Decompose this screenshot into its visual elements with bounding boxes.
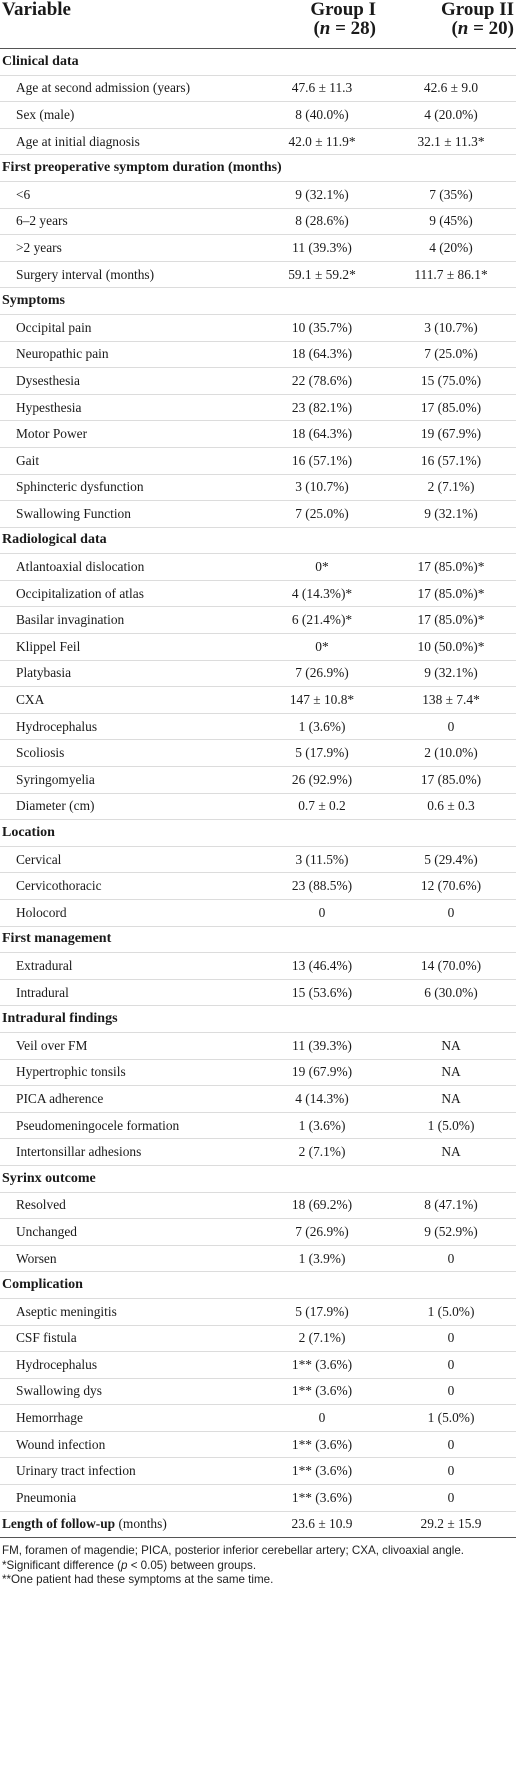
table-row bbox=[0, 447, 516, 474]
group-1-value: 1** (3.6%) bbox=[258, 1485, 386, 1512]
group-2-value: 0 bbox=[386, 1458, 516, 1485]
table-row bbox=[0, 1458, 516, 1485]
row-label: Urinary tract infection bbox=[0, 1458, 258, 1485]
group-1-value: 11 (39.3%) bbox=[258, 235, 386, 262]
row-label: Basilar invagination bbox=[0, 607, 258, 634]
section-title: Syrinx outcome bbox=[0, 1165, 516, 1192]
table-row bbox=[0, 208, 516, 235]
row-label: Hemorrhage bbox=[0, 1405, 258, 1432]
group-1-value: 1** (3.6%) bbox=[258, 1378, 386, 1405]
group-1-value: 0 bbox=[258, 900, 386, 927]
table-row bbox=[0, 261, 516, 288]
group-1-value: 9 (32.1%) bbox=[258, 181, 386, 208]
group-1-value: 8 (28.6%) bbox=[258, 208, 386, 235]
table-row bbox=[0, 607, 516, 634]
section-header-row bbox=[0, 820, 516, 847]
table-row bbox=[0, 1325, 516, 1352]
table-row bbox=[0, 979, 516, 1006]
section-header-row bbox=[0, 527, 516, 554]
table-row bbox=[0, 341, 516, 368]
table-row bbox=[0, 102, 516, 129]
group-1-value: 4 (14.3%) bbox=[258, 1086, 386, 1113]
group-1-value: 0.7 ± 0.2 bbox=[258, 793, 386, 820]
group-1-value: 1** (3.6%) bbox=[258, 1352, 386, 1379]
group-1-value: 16 (57.1%) bbox=[258, 447, 386, 474]
table-row bbox=[0, 1298, 516, 1325]
group-2-value: 14 (70.0%) bbox=[386, 953, 516, 980]
group-2-value: 8 (47.1%) bbox=[386, 1192, 516, 1219]
table-row bbox=[0, 1086, 516, 1113]
row-label: Pseudomeningocele formation bbox=[0, 1112, 258, 1139]
group-1-value: 7 (25.0%) bbox=[258, 501, 386, 528]
section-title: Complication bbox=[0, 1272, 516, 1299]
table-row bbox=[0, 474, 516, 501]
group-2-value: 17 (85.0%)* bbox=[386, 554, 516, 581]
group-2-value: 0 bbox=[386, 1352, 516, 1379]
table-row bbox=[0, 1059, 516, 1086]
group-2-value: NA bbox=[386, 1086, 516, 1113]
group-2-value: NA bbox=[386, 1032, 516, 1059]
section-title: Location bbox=[0, 820, 516, 847]
row-label: CSF fistula bbox=[0, 1325, 258, 1352]
row-label: Klippel Feil bbox=[0, 634, 258, 661]
follow-up-row bbox=[0, 1511, 516, 1538]
section-title: Clinical data bbox=[0, 49, 516, 76]
table-row bbox=[0, 368, 516, 395]
group-1-value: 19 (67.9%) bbox=[258, 1059, 386, 1086]
group-2-value: 0 bbox=[386, 1325, 516, 1352]
group-1-value: 26 (92.9%) bbox=[258, 767, 386, 794]
group-1-value: 23 (88.5%) bbox=[258, 873, 386, 900]
group-1-value: 7 (26.9%) bbox=[258, 660, 386, 687]
follow-up-label bbox=[0, 1511, 258, 1538]
row-label: Hydrocephalus bbox=[0, 1352, 258, 1379]
group-1-value: 4 (14.3%)* bbox=[258, 580, 386, 607]
row-label: Syringomyelia bbox=[0, 767, 258, 794]
group-2-value: 5 (29.4%) bbox=[386, 846, 516, 873]
row-label: Veil over FM bbox=[0, 1032, 258, 1059]
row-label: Sex (male) bbox=[0, 102, 258, 129]
group-2-value: 4 (20%) bbox=[386, 235, 516, 262]
row-label: Hydrocephalus bbox=[0, 713, 258, 740]
section-header-row bbox=[0, 1006, 516, 1033]
table-row bbox=[0, 846, 516, 873]
row-label: CXA bbox=[0, 687, 258, 714]
row-label: PICA adherence bbox=[0, 1086, 258, 1113]
table-row bbox=[0, 1485, 516, 1512]
group-2-value: 0 bbox=[386, 1431, 516, 1458]
group-2-value: 1 (5.0%) bbox=[386, 1298, 516, 1325]
row-label: <6 bbox=[0, 181, 258, 208]
group-2-value: 0 bbox=[386, 900, 516, 927]
row-label: Worsen bbox=[0, 1245, 258, 1272]
section-title: Radiological data bbox=[0, 527, 516, 554]
table-row bbox=[0, 1431, 516, 1458]
row-label: Surgery interval (months) bbox=[0, 261, 258, 288]
group-1-value: 59.1 ± 59.2* bbox=[258, 261, 386, 288]
group-2-value: 0 bbox=[386, 1378, 516, 1405]
follow-up-label-bold: Length of follow-up bbox=[2, 1516, 116, 1532]
group-1-value: 18 (69.2%) bbox=[258, 1192, 386, 1219]
section-title: Intradural findings bbox=[0, 1006, 516, 1033]
table-row bbox=[0, 235, 516, 262]
section-title: First management bbox=[0, 926, 516, 953]
group-1-value: 1** (3.6%) bbox=[258, 1431, 386, 1458]
row-label: Neuropathic pain bbox=[0, 341, 258, 368]
group-2-value: 3 (10.7%) bbox=[386, 314, 516, 341]
table-row bbox=[0, 900, 516, 927]
group-2-value: 1 (5.0%) bbox=[386, 1405, 516, 1432]
row-label: Hypesthesia bbox=[0, 394, 258, 421]
row-label: Holocord bbox=[0, 900, 258, 927]
table-header bbox=[0, 0, 516, 49]
group-2-value: 19 (67.9%) bbox=[386, 421, 516, 448]
group-1-value: 3 (11.5%) bbox=[258, 846, 386, 873]
footnote-same-patient: **One patient had these symptoms at the same time. bbox=[2, 1573, 274, 1587]
group-2-value: 0 bbox=[386, 713, 516, 740]
group-1-value: 1 (3.9%) bbox=[258, 1245, 386, 1272]
group-2-value: 7 (35%) bbox=[386, 181, 516, 208]
table-row bbox=[0, 1245, 516, 1272]
row-label: Wound infection bbox=[0, 1431, 258, 1458]
row-label: Swallowing Function bbox=[0, 501, 258, 528]
group-2-value: 138 ± 7.4* bbox=[386, 687, 516, 714]
group-2-value: 17 (85.0%)* bbox=[386, 580, 516, 607]
group-2-value: 17 (85.0%) bbox=[386, 767, 516, 794]
group-1-value: 15 (53.6%) bbox=[258, 979, 386, 1006]
follow-up-group-2: 29.2 ± 15.9 bbox=[386, 1511, 516, 1538]
table-row bbox=[0, 1139, 516, 1166]
group-2-value: 9 (32.1%) bbox=[386, 501, 516, 528]
table-row bbox=[0, 580, 516, 607]
table-row bbox=[0, 687, 516, 714]
group-1-value: 0 bbox=[258, 1405, 386, 1432]
row-label: Unchanged bbox=[0, 1219, 258, 1246]
row-label: Diameter (cm) bbox=[0, 793, 258, 820]
table-row bbox=[0, 394, 516, 421]
footnote-abbreviations: FM, foramen of magendie; PICA, posterior inferior cerebellar artery; CXA, clivoaxial angle. bbox=[2, 1544, 465, 1558]
group-2-value: 17 (85.0%) bbox=[386, 394, 516, 421]
table-row bbox=[0, 1219, 516, 1246]
section-header-row bbox=[0, 155, 516, 182]
footnote-significance: *Significant difference (p < 0.05) between groups. bbox=[2, 1558, 257, 1572]
group-2-value: 16 (57.1%) bbox=[386, 447, 516, 474]
group-2-value: 10 (50.0%)* bbox=[386, 634, 516, 661]
row-label: Extradural bbox=[0, 953, 258, 980]
follow-up-label-unit: (months) bbox=[115, 1516, 167, 1532]
row-label: Platybasia bbox=[0, 660, 258, 687]
section-header-row bbox=[0, 1272, 516, 1299]
table-row bbox=[0, 660, 516, 687]
row-label: Sphincteric dysfunction bbox=[0, 474, 258, 501]
group-1-value: 0* bbox=[258, 554, 386, 581]
header-group-2-n: (n = 20) bbox=[451, 18, 514, 39]
group-2-value: 0 bbox=[386, 1245, 516, 1272]
group-1-value: 23 (82.1%) bbox=[258, 394, 386, 421]
group-1-value: 7 (26.9%) bbox=[258, 1219, 386, 1246]
group-1-value: 5 (17.9%) bbox=[258, 1298, 386, 1325]
header-group-1-n: (n = 28) bbox=[313, 18, 376, 39]
group-1-value: 22 (78.6%) bbox=[258, 368, 386, 395]
group-1-value: 11 (39.3%) bbox=[258, 1032, 386, 1059]
group-2-value: 1 (5.0%) bbox=[386, 1112, 516, 1139]
table-row bbox=[0, 1032, 516, 1059]
header-group-2 bbox=[386, 0, 516, 49]
table-row bbox=[0, 75, 516, 102]
row-label: Age at initial diagnosis bbox=[0, 128, 258, 155]
follow-up-group-1: 23.6 ± 10.9 bbox=[258, 1511, 386, 1538]
row-label: Hypertrophic tonsils bbox=[0, 1059, 258, 1086]
row-label: Motor Power bbox=[0, 421, 258, 448]
row-label: Aseptic meningitis bbox=[0, 1298, 258, 1325]
row-label: Resolved bbox=[0, 1192, 258, 1219]
row-label: Atlantoaxial dislocation bbox=[0, 554, 258, 581]
group-2-value: 9 (32.1%) bbox=[386, 660, 516, 687]
table-row bbox=[0, 740, 516, 767]
table-row bbox=[0, 421, 516, 448]
header-group-1 bbox=[258, 0, 386, 49]
row-label: >2 years bbox=[0, 235, 258, 262]
row-label: 6–2 years bbox=[0, 208, 258, 235]
section-header-row bbox=[0, 926, 516, 953]
group-2-value: 9 (45%) bbox=[386, 208, 516, 235]
row-label: Dysesthesia bbox=[0, 368, 258, 395]
footnotes bbox=[0, 1538, 516, 1588]
group-1-value: 8 (40.0%) bbox=[258, 102, 386, 129]
table-row bbox=[0, 128, 516, 155]
group-1-value: 47.6 ± 11.3 bbox=[258, 75, 386, 102]
table-row bbox=[0, 181, 516, 208]
group-1-value: 0* bbox=[258, 634, 386, 661]
group-2-value: 4 (20.0%) bbox=[386, 102, 516, 129]
group-2-value: 6 (30.0%) bbox=[386, 979, 516, 1006]
table-row bbox=[0, 873, 516, 900]
table-row bbox=[0, 634, 516, 661]
group-1-value: 42.0 ± 11.9* bbox=[258, 128, 386, 155]
group-2-value: 15 (75.0%) bbox=[386, 368, 516, 395]
group-1-value: 147 ± 10.8* bbox=[258, 687, 386, 714]
table-row bbox=[0, 793, 516, 820]
table-row bbox=[0, 1112, 516, 1139]
row-label: Occipitalization of atlas bbox=[0, 580, 258, 607]
group-1-value: 13 (46.4%) bbox=[258, 953, 386, 980]
row-label: Swallowing dys bbox=[0, 1378, 258, 1405]
group-1-value: 1 (3.6%) bbox=[258, 1112, 386, 1139]
header-group-2-name: Group II bbox=[440, 0, 514, 20]
row-label: Cervicothoracic bbox=[0, 873, 258, 900]
table-row bbox=[0, 1352, 516, 1379]
group-2-value: 111.7 ± 86.1* bbox=[386, 261, 516, 288]
group-2-value: 9 (52.9%) bbox=[386, 1219, 516, 1246]
table-row bbox=[0, 767, 516, 794]
table-row bbox=[0, 953, 516, 980]
header-group-1-name: Group I bbox=[310, 0, 376, 20]
group-2-value: 2 (7.1%) bbox=[386, 474, 516, 501]
group-2-value: 0 bbox=[386, 1485, 516, 1512]
table-body bbox=[0, 49, 516, 1538]
section-header-row bbox=[0, 1165, 516, 1192]
group-1-value: 1** (3.6%) bbox=[258, 1458, 386, 1485]
row-label: Scoliosis bbox=[0, 740, 258, 767]
table-row bbox=[0, 554, 516, 581]
row-label: Intertonsillar adhesions bbox=[0, 1139, 258, 1166]
section-header-row bbox=[0, 288, 516, 315]
group-1-value: 6 (21.4%)* bbox=[258, 607, 386, 634]
section-title: Symptoms bbox=[0, 288, 516, 315]
group-2-value: 2 (10.0%) bbox=[386, 740, 516, 767]
table-row bbox=[0, 713, 516, 740]
table-row bbox=[0, 1378, 516, 1405]
row-label: Cervical bbox=[0, 846, 258, 873]
table-row bbox=[0, 1192, 516, 1219]
group-1-value: 10 (35.7%) bbox=[258, 314, 386, 341]
group-1-value: 18 (64.3%) bbox=[258, 341, 386, 368]
group-1-value: 1 (3.6%) bbox=[258, 713, 386, 740]
row-label: Occipital pain bbox=[0, 314, 258, 341]
group-1-value: 2 (7.1%) bbox=[258, 1325, 386, 1352]
group-2-value: 42.6 ± 9.0 bbox=[386, 75, 516, 102]
row-label: Pneumonia bbox=[0, 1485, 258, 1512]
table-row bbox=[0, 1405, 516, 1432]
group-2-value: NA bbox=[386, 1059, 516, 1086]
table-row bbox=[0, 314, 516, 341]
group-1-value: 3 (10.7%) bbox=[258, 474, 386, 501]
group-1-value: 18 (64.3%) bbox=[258, 421, 386, 448]
group-2-value: 7 (25.0%) bbox=[386, 341, 516, 368]
group-2-value: 17 (85.0%)* bbox=[386, 607, 516, 634]
group-2-value: 12 (70.6%) bbox=[386, 873, 516, 900]
group-2-value: NA bbox=[386, 1139, 516, 1166]
group-2-value: 32.1 ± 11.3* bbox=[386, 128, 516, 155]
section-title: First preoperative symptom duration (months) bbox=[0, 155, 516, 182]
row-label: Intradural bbox=[0, 979, 258, 1006]
row-label: Age at second admission (years) bbox=[0, 75, 258, 102]
row-label: Gait bbox=[0, 447, 258, 474]
section-header-row bbox=[0, 49, 516, 76]
table-row bbox=[0, 501, 516, 528]
group-2-value: 0.6 ± 0.3 bbox=[386, 793, 516, 820]
group-1-value: 5 (17.9%) bbox=[258, 740, 386, 767]
group-1-value: 2 (7.1%) bbox=[258, 1139, 386, 1166]
header-variable: Variable bbox=[0, 0, 258, 49]
